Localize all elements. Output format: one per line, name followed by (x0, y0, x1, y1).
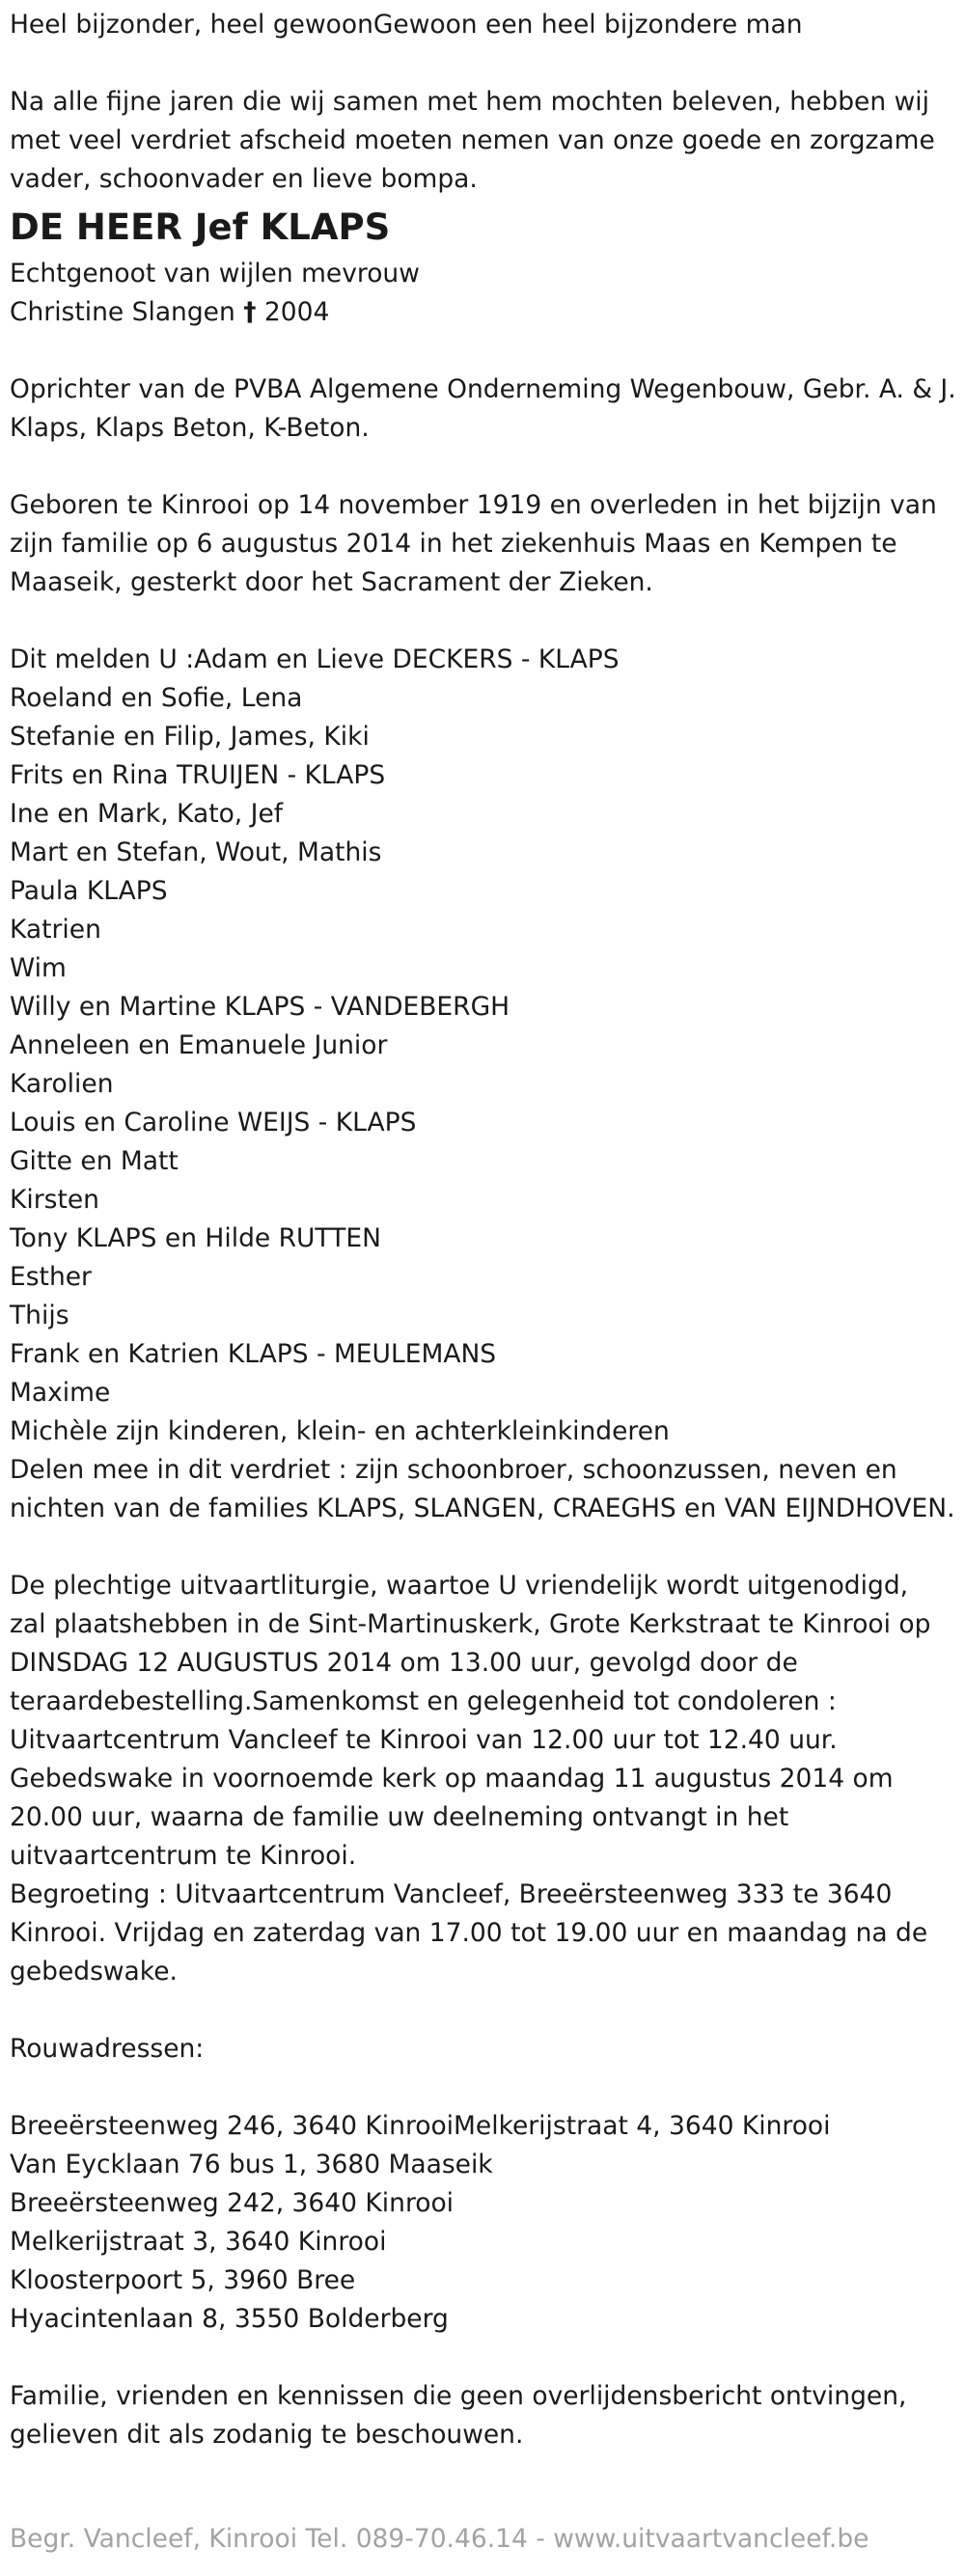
ceremony-line: gebedswake. (10, 1957, 178, 1987)
spacer (10, 1528, 960, 1567)
family-line: Ine en Mark, Kato, Jef (10, 799, 284, 829)
deceased-name: DE HEER Jef KLAPS (10, 206, 391, 248)
family-line: Anneleen en Emanuele Junior (10, 1030, 388, 1060)
addresses-heading: Rouwadressen: (10, 2034, 205, 2064)
ceremony-line: DINSDAG 12 AUGUSTUS 2014 om 13.00 uur, gevolgd door de (10, 1648, 798, 1678)
spouse-name: Christine Slangen (10, 297, 235, 327)
spacer (10, 2339, 960, 2377)
spacer (10, 332, 960, 370)
ceremony-line: teraardebestelling.Samenkomst en gelegenheid tot condoleren : (10, 1686, 837, 1716)
family-line: Louis en Caroline WEIJS - KLAPS (10, 1108, 417, 1137)
spacer (10, 448, 960, 486)
family-line: Roeland en Sofie, Lena (10, 683, 303, 713)
family-line: Gitte en Matt (10, 1146, 179, 1176)
ceremony-line: De plechtige uitvaartliturgie, waartoe U vriendelijk wordt uitgenodigd, (10, 1571, 909, 1601)
closing-line: Familie, vrienden en kennissen die geen overlijdensbericht ontvingen, (10, 2381, 907, 2411)
family-line: Wim (10, 953, 67, 983)
family-line: nichten van de families KLAPS, SLANGEN, CRAEGHS en VAN EIJNDHOVEN. (10, 1494, 955, 1523)
spouse-line: Echtgenoot van wijlen mevrouw (10, 259, 420, 288)
family-line: Katrien (10, 915, 101, 945)
intro-paragraph (10, 83, 960, 199)
intro-line: met veel verdriet afscheid moeten nemen van onze goede en zorgzame (10, 125, 935, 155)
spouse-year: 2004 (263, 297, 330, 327)
family-line: Mart en Stefan, Wout, Mathis (10, 837, 382, 867)
ceremony-line: Begroeting : Uitvaartcentrum Vancleef, Breeërsteenweg 333 te 3640 (10, 1879, 893, 1909)
address-list (10, 2107, 960, 2339)
birth-death-line: Geboren te Kinrooi op 14 november 1919 en overleden in het bijzijn van (10, 490, 937, 520)
founder-paragraph (10, 370, 960, 448)
family-line: Michèle zijn kinderen, klein- en achterkleinkinderen (10, 1416, 670, 1446)
address-line: Van Eycklaan 76 bus 1, 3680 Maaseik (10, 2150, 493, 2179)
ceremony-line: Gebedswake in voornoemde kerk op maandag 11 augustus 2014 om (10, 1764, 894, 1794)
family-line: Frits en Rina TRUIJEN - KLAPS (10, 760, 386, 790)
cross-icon: † (243, 297, 257, 327)
spacer (10, 2069, 960, 2107)
founder-line: Oprichter van de PVBA Algemene Onderneming Wegenbouw, Gebr. A. & J. (10, 374, 956, 404)
family-line: Frank en Katrien KLAPS - MEULEMANS (10, 1339, 497, 1369)
ceremony-line: zal plaatshebben in de Sint-Martinuskerk, Grote Kerkstraat te Kinrooi op (10, 1609, 931, 1639)
family-line: Kirsten (10, 1185, 99, 1215)
ceremony-line: uitvaartcentrum te Kinrooi. (10, 1841, 357, 1871)
address-line: Breeërsteenweg 242, 3640 Kinrooi (10, 2188, 455, 2218)
motto-line: Heel bijzonder, heel gewoonGewoon een heel bijzondere man (10, 10, 803, 40)
address-line: Kloosterpoort 5, 3960 Bree (10, 2265, 356, 2295)
ceremony-line: Uitvaartcentrum Vancleef te Kinrooi van 12.00 uur tot 12.40 uur. (10, 1725, 838, 1755)
birth-death-paragraph (10, 486, 960, 602)
family-line: Karolien (10, 1069, 114, 1099)
ceremony-paragraph (10, 1567, 960, 1991)
spacer (10, 1991, 960, 2030)
address-line: Breeërsteenweg 246, 3640 KinrooiMelkerijstraat 4, 3640 Kinrooi (10, 2111, 831, 2141)
family-line: Delen mee in dit verdriet : zijn schoonbroer, schoonzussen, neven en (10, 1455, 897, 1485)
family-line: Tony KLAPS en Hilde RUTTEN (10, 1223, 381, 1253)
birth-death-line: Maaseik, gesterkt door het Sacrament der Zieken. (10, 567, 653, 597)
intro-line: vader, schoonvader en lieve bompa. (10, 164, 478, 194)
family-line: Paula KLAPS (10, 876, 168, 906)
ceremony-line: 20.00 uur, waarna de familie uw deelneming ontvangt in het (10, 1802, 789, 1832)
founder-line: Klaps, Klaps Beton, K-Beton. (10, 413, 370, 443)
family-line: Stefanie en Filip, James, Kiki (10, 722, 370, 752)
spouse-name-line (10, 293, 960, 332)
ceremony-line: Kinrooi. Vrijdag en zaterdag van 17.00 tot 19.00 uur en maandag na de (10, 1918, 928, 1948)
family-list (10, 641, 960, 1528)
family-line: Dit melden U :Adam en Lieve DECKERS - KLAPS (10, 644, 620, 674)
closing-paragraph (10, 2377, 960, 2454)
address-line: Melkerijstraat 3, 3640 Kinrooi (10, 2227, 387, 2257)
intro-line: Na alle fijne jaren die wij samen met hem mochten beleven, hebben wij (10, 87, 929, 117)
spacer (10, 602, 960, 641)
spacer (10, 44, 960, 83)
obituary-notice (10, 6, 960, 2454)
family-line: Thijs (10, 1301, 69, 1330)
funeral-home-footer: Begr. Vancleef, Kinrooi Tel. 089-70.46.14 - www.uitvaartvancleef.be (10, 2524, 869, 2554)
closing-line: gelieven dit als zodanig te beschouwen. (10, 2420, 524, 2450)
address-line: Hyacintenlaan 8, 3550 Bolderberg (10, 2304, 449, 2334)
family-line: Maxime (10, 1378, 111, 1408)
birth-death-line: zijn familie op 6 augustus 2014 in het ziekenhuis Maas en Kempen te (10, 529, 897, 559)
family-line: Esther (10, 1262, 92, 1292)
family-line: Willy en Martine KLAPS - VANDEBERGH (10, 992, 510, 1022)
